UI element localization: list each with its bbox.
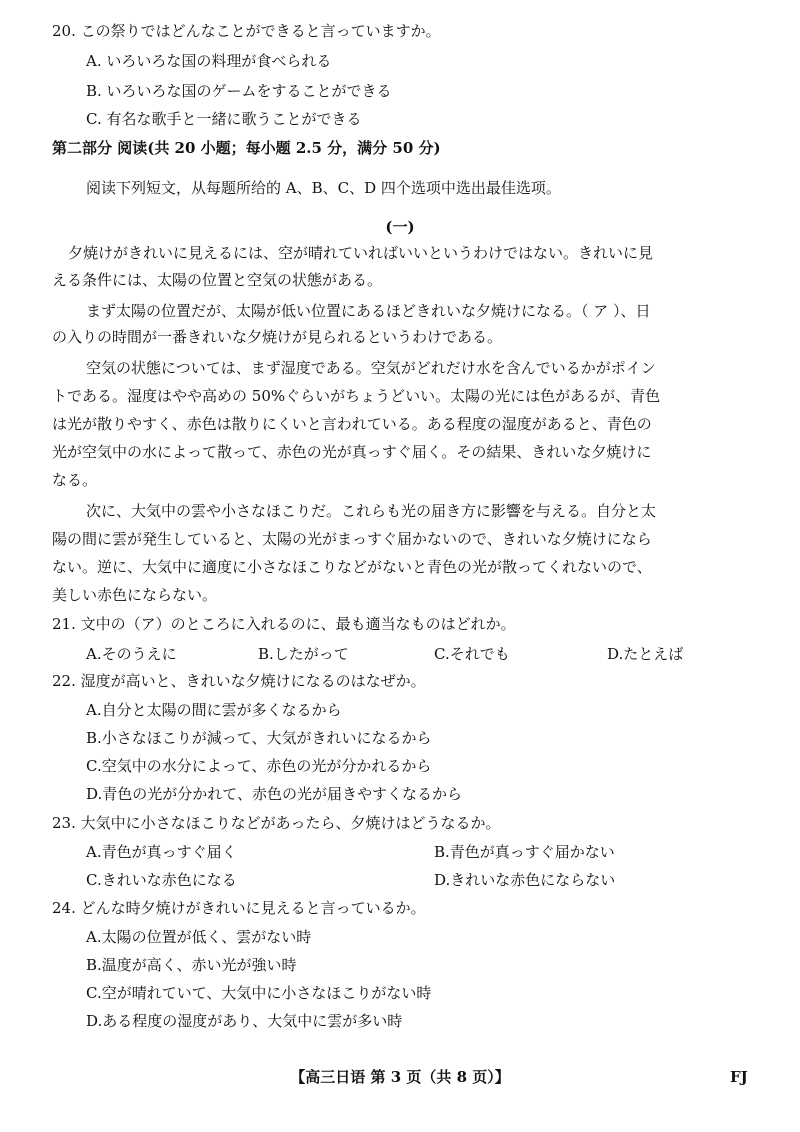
question-23-option-d: D.きれいな赤色にならない (434, 871, 616, 889)
question-22-option-a: A.自分と太陽の間に雲が多くなるから (86, 701, 342, 719)
passage-line: 空気の状態については、まず湿度である。空気がどれだけ水を含んでいるかがポイン (86, 359, 656, 377)
passage-line: 陽の間に雲が発生していると、太陽の光がまっすぐ届かないので、きれいな夕焼けになら (52, 530, 652, 548)
passage-line: える条件には、太陽の位置と空気の状態がある。 (52, 271, 383, 289)
passage-line: ない。逆に、大気中に適度に小さなほこりなどがないと青色の光が散ってくれないので、 (52, 558, 652, 576)
question-24-option-b: B.温度が高く、赤い光が強い時 (86, 956, 297, 974)
question-20-option-c: C. 有名な歌手と一緒に歌うことができる (86, 110, 362, 128)
page-footer: 【高三日语 第 3 页（共 8 页）】 (290, 1068, 510, 1086)
question-22-option-d: D.青色の光が分かれて、赤色の光が届きやすくなるから (86, 785, 462, 803)
passage-line: の入りの時間が一番きれいな夕焼けが見られるというわけである。 (52, 328, 503, 346)
passage-line: なる。 (52, 471, 98, 489)
question-21-option-a: A.そのうえに (86, 645, 177, 663)
passage-line: まず太陽の位置だが、太陽が低い位置にあるほどきれいな夕焼けになる。（ ア ）、日 (86, 302, 651, 320)
question-23-option-c: C.きれいな赤色になる (86, 871, 237, 889)
passage-title: (一) (385, 218, 415, 236)
question-21-stem: 21. 文中の（ア）のところに入れるのに、最も適当なものはどれか。 (52, 615, 516, 633)
question-24-option-a: A.太陽の位置が低く、雲がない時 (86, 928, 312, 946)
paper-code: FJ (730, 1068, 748, 1086)
question-21-option-c: C.それでも (434, 645, 510, 663)
question-23-option-a: A.青色が真っすぐ届く (86, 843, 237, 861)
question-24-option-d: D.ある程度の湿度があり、大気中に雲が多い時 (86, 1012, 403, 1030)
question-21-option-b: B.したがって (258, 645, 349, 663)
passage-line: 夕焼けがきれいに見えるには、空が晴れていればいいというわけではない。きれいに見 (68, 244, 654, 262)
question-24-option-c: C.空が晴れていて、大気中に小さなほこりがない時 (86, 984, 432, 1002)
question-20-option-b: B. いろいろな国のゲームをすることができる (86, 82, 392, 100)
passage-line: は光が散りやすく、赤色は散りにくいと言われている。ある程度の湿度があると、青色の (52, 415, 652, 433)
question-23-option-b: B.青色が真っすぐ届かない (434, 843, 615, 861)
question-21-option-d: D.たとえば (607, 645, 684, 663)
question-22-option-b: B.小さなほこりが減って、大気がきれいになるから (86, 729, 432, 747)
question-24-stem: 24. どんな時夕焼けがきれいに見えると言っているか。 (52, 899, 426, 917)
question-20-stem: 20. この祭りではどんなことができると言っていますか。 (52, 22, 441, 40)
question-23-stem: 23. 大気中に小さなほこりなどがあったら、夕焼けはどうなるか。 (52, 814, 501, 832)
question-22-option-c: C.空気中の水分によって、赤色の光が分かれるから (86, 757, 432, 775)
passage-line: 光が空気中の水によって散って、赤色の光が真っすぐ届く。その結果、きれいな夕焼けに (52, 443, 652, 461)
section-instruction: 阅读下列短文，从每题所给的 A、B、C、D 四个选项中选出最佳选项。 (86, 179, 561, 197)
passage-line: トである。湿度はやや高めの 50%ぐらいがちょうどいい。太陽の光には色があるが、青色 (52, 387, 661, 405)
question-20-option-a: A. いろいろな国の料理が食べられる (86, 52, 332, 70)
question-22-stem: 22. 湿度が高いと、きれいな夕焼けになるのはなぜか。 (52, 672, 426, 690)
passage-line: 美しい赤色にならない。 (52, 586, 218, 604)
passage-line: 次に、大気中の雲や小さなほこりだ。これらも光の届き方に影響を与える。自分と太 (86, 502, 657, 520)
section-heading: 第二部分 阅读(共 20 小题；每小题 2.5 分，满分 50 分) (52, 139, 441, 157)
